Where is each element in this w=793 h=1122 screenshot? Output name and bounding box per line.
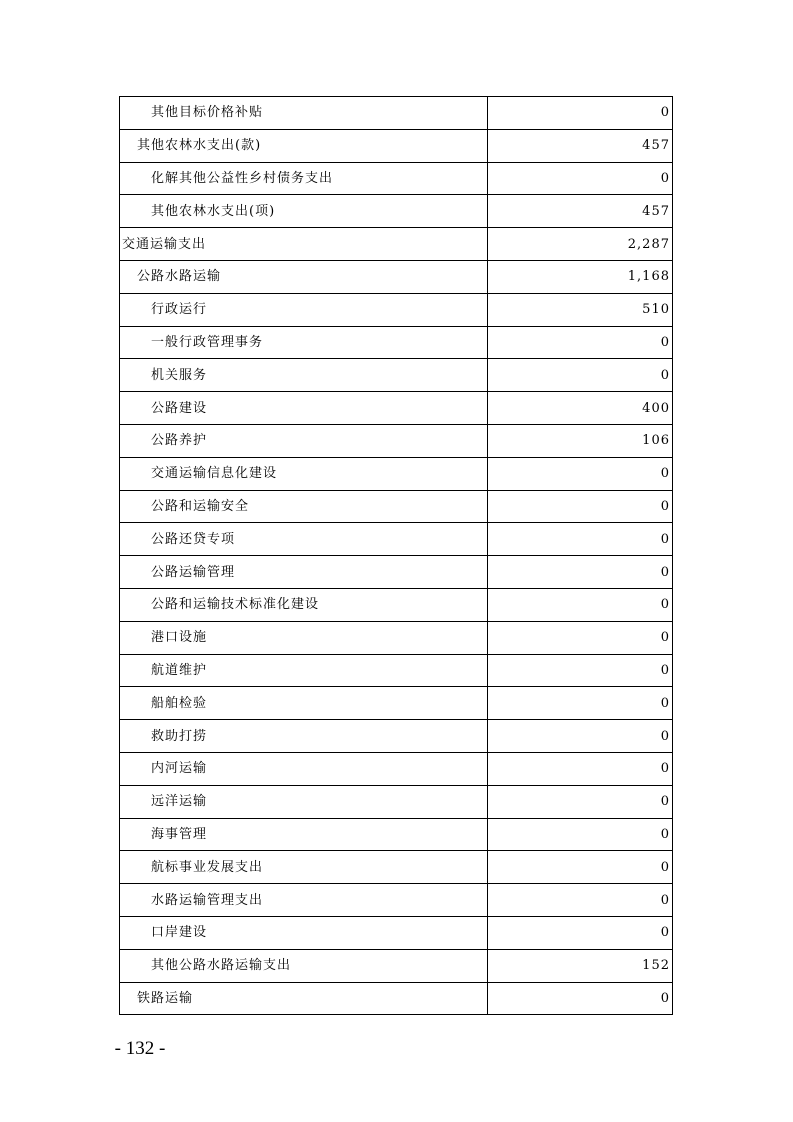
table-row (120, 228, 673, 261)
table-row (120, 162, 673, 195)
row-item-value: 1,168 (488, 260, 673, 293)
table-row (120, 457, 673, 490)
row-item-name: 其他公路水路运输支出 (120, 949, 488, 982)
row-item-name: 公路水路运输 (120, 260, 488, 293)
row-item-name: 其他农林水支出(款) (120, 129, 488, 162)
row-item-value: 0 (488, 556, 673, 589)
row-item-value: 2,287 (488, 228, 673, 261)
row-item-name: 公路建设 (120, 392, 488, 425)
table-row (120, 556, 673, 589)
row-item-name: 其他农林水支出(项) (120, 195, 488, 228)
table-row (120, 97, 673, 130)
row-item-value: 457 (488, 129, 673, 162)
table-body (120, 97, 673, 1015)
table-row (120, 752, 673, 785)
row-item-value: 0 (488, 785, 673, 818)
row-item-value: 0 (488, 687, 673, 720)
table-row (120, 523, 673, 556)
row-item-value: 106 (488, 424, 673, 457)
table-row (120, 293, 673, 326)
row-item-value: 152 (488, 949, 673, 982)
row-item-value: 0 (488, 588, 673, 621)
table-row (120, 916, 673, 949)
row-item-name: 航标事业发展支出 (120, 851, 488, 884)
row-item-value: 510 (488, 293, 673, 326)
row-item-value: 0 (488, 654, 673, 687)
row-item-name: 公路和运输技术标准化建设 (120, 588, 488, 621)
row-item-value: 457 (488, 195, 673, 228)
table-row (120, 621, 673, 654)
budget-table (119, 96, 673, 1015)
row-item-value: 0 (488, 490, 673, 523)
row-item-value: 0 (488, 621, 673, 654)
table-row (120, 195, 673, 228)
table-row (120, 392, 673, 425)
table-row (120, 785, 673, 818)
row-item-name: 内河运输 (120, 752, 488, 785)
row-item-name: 公路和运输安全 (120, 490, 488, 523)
row-item-name: 一般行政管理事务 (120, 326, 488, 359)
table-row (120, 129, 673, 162)
table-row (120, 424, 673, 457)
table-row (120, 359, 673, 392)
row-item-name: 公路运输管理 (120, 556, 488, 589)
page-number: - 132 - (114, 1038, 166, 1059)
row-item-value: 0 (488, 326, 673, 359)
row-item-value: 0 (488, 752, 673, 785)
row-item-name: 公路还贷专项 (120, 523, 488, 556)
row-item-name: 海事管理 (120, 818, 488, 851)
table-row (120, 884, 673, 917)
row-item-name: 救助打捞 (120, 720, 488, 753)
row-item-name: 水路运输管理支出 (120, 884, 488, 917)
row-item-name: 行政运行 (120, 293, 488, 326)
row-item-name: 航道维护 (120, 654, 488, 687)
row-item-name: 远洋运输 (120, 785, 488, 818)
table-row (120, 720, 673, 753)
table-row (120, 687, 673, 720)
table-row (120, 949, 673, 982)
row-item-value: 0 (488, 982, 673, 1015)
table-row (120, 851, 673, 884)
row-item-name: 机关服务 (120, 359, 488, 392)
row-item-name: 铁路运输 (120, 982, 488, 1015)
table-row (120, 818, 673, 851)
row-item-name: 交通运输信息化建设 (120, 457, 488, 490)
row-item-value: 0 (488, 851, 673, 884)
row-item-value: 0 (488, 162, 673, 195)
row-item-value: 0 (488, 97, 673, 130)
row-item-name: 港口设施 (120, 621, 488, 654)
table-row (120, 588, 673, 621)
row-item-name: 口岸建设 (120, 916, 488, 949)
row-item-value: 0 (488, 457, 673, 490)
row-item-name: 化解其他公益性乡村债务支出 (120, 162, 488, 195)
row-item-value: 0 (488, 884, 673, 917)
row-item-value: 0 (488, 359, 673, 392)
row-item-name: 其他目标价格补贴 (120, 97, 488, 130)
row-item-value: 0 (488, 720, 673, 753)
table-row (120, 326, 673, 359)
row-item-value: 0 (488, 523, 673, 556)
table-row (120, 260, 673, 293)
table-row (120, 654, 673, 687)
row-item-value: 0 (488, 916, 673, 949)
row-item-name: 交通运输支出 (120, 228, 488, 261)
row-item-value: 400 (488, 392, 673, 425)
row-item-name: 船舶检验 (120, 687, 488, 720)
row-item-name: 公路养护 (120, 424, 488, 457)
table-row (120, 490, 673, 523)
table-row (120, 982, 673, 1015)
row-item-value: 0 (488, 818, 673, 851)
